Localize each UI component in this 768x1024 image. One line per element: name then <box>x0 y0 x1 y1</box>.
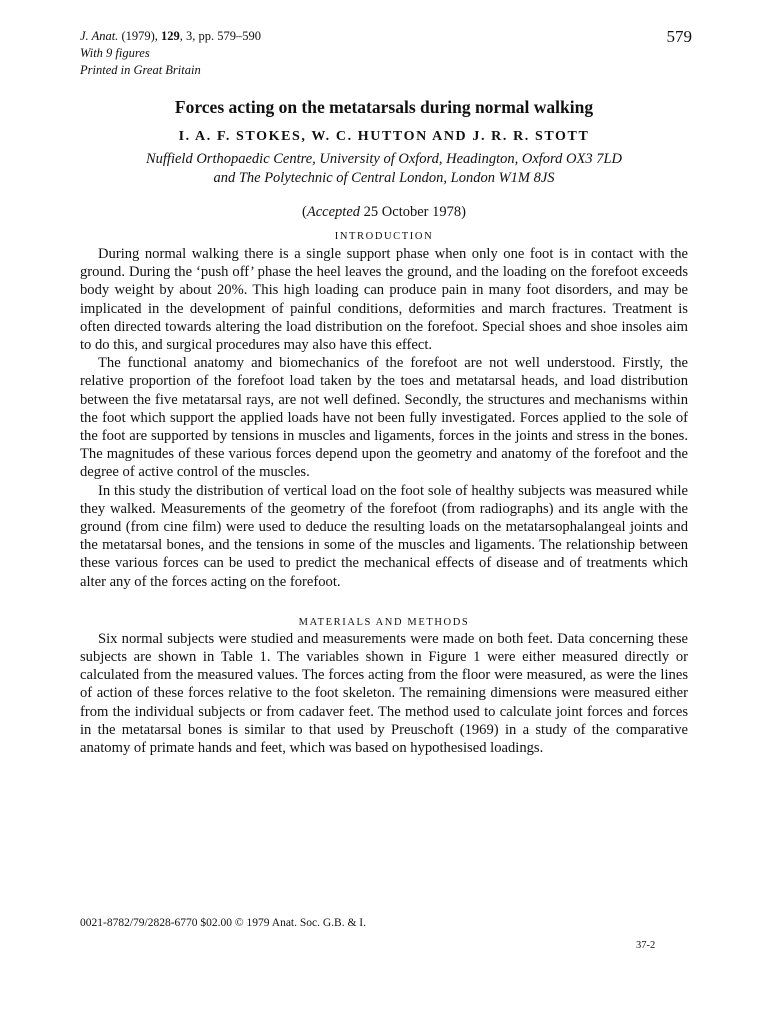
copyright-line: 0021-8782/79/2828-6770 $02.00 © 1979 Anat. Soc. G.B. & I. <box>80 917 367 929</box>
article-title: Forces acting on the metatarsals during normal walking <box>174 97 594 117</box>
journal-volume: 129 <box>161 29 180 43</box>
accepted-date: (Accepted 25 October 1978) <box>302 204 466 220</box>
article-page <box>80 27 692 757</box>
journal-name: J. Anat. <box>80 29 119 43</box>
affiliation-line: and The Polytechnic of Central London, London W1M 8JS <box>213 170 555 186</box>
paragraph: In this study the distribution of vertical load on the foot sole of healthy subjects was measured while they walked. Measurements of the geometry of the forefoot (from radiographs) and its angle with the ground (from cine film) were used to deduce the resulting loads on the metatarsophalangeal joints and the metatarsal bones, and the tensions in some of the muscles and ligaments. The relationship between these various forces can be used to predict the mechanical effects of disease and of treatments which alter any of the forces acting on the forefoot. <box>80 482 688 590</box>
signature-mark: 37-2 <box>636 940 656 951</box>
journal-issue-pages: , 3, pp. 579–590 <box>179 29 262 43</box>
paragraph: The functional anatomy and biomechanics of the forefoot are not well understood. Firstly, the relative proportion of the forefoot load taken by the toes and metatarsal heads, and load distribution between the five metatarsal rays, are not well defined. Secondly, the structures and mechanisms within the foot which support the applied loads have not been fully investigated. Forces applied to the sole of the foot are supported by tensions in muscles and ligaments, forces in the joints and stress in the bones. The magnitudes of these various forces depend upon the geometry and anatomy of the forefoot and the degree of active control of the muscles. <box>80 355 688 481</box>
printed-note: Printed in Great Britain <box>80 63 201 77</box>
running-header <box>80 27 692 79</box>
accepted-date-value: 25 October 1978) <box>360 204 466 220</box>
section-heading-methods: MATERIALS AND METHODS <box>298 616 470 628</box>
section-heading-introduction: INTRODUCTION <box>334 231 434 242</box>
author-list: I. A. F. STOKES, W. C. HUTTON AND J. R. R. STOTT <box>178 129 590 144</box>
section-body-introduction <box>80 245 688 591</box>
journal-year: (1979), <box>121 29 158 43</box>
figures-note: With 9 figures <box>80 46 150 60</box>
accepted-label: Accepted <box>306 204 361 220</box>
section-body-methods <box>80 630 688 757</box>
paragraph: Six normal subjects were studied and measurements were made on both feet. Data concerning these subjects are shown in Table 1. The variables shown in Figure 1 were either measured directly or calculated from the measured values. The forces acting from the floor were measured, as were the lines of action of these forces relative to the foot skeleton. The remaining dimensions were measured either from the individual subjects or from cadaver feet. The method used to calculate joint forces and forces in the metatarsal bones is similar to that used by Preuschoft (1969) in a study of the comparative anatomy of primate hands and feet, which was based on hypothesised loadings. <box>80 630 688 757</box>
citation-line <box>80 28 688 45</box>
affiliation <box>80 150 688 188</box>
affiliation-line: Nuffield Orthopaedic Centre, University of Oxford, Headington, Oxford OX3 7LD <box>145 151 623 167</box>
page-number: 579 <box>666 27 692 46</box>
paragraph: During normal walking there is a single support phase when only one foot is in contact with the ground. During the ‘push off’ phase the heel leaves the ground, and the loading on the forefoot exceeds body weight by about 20%. This high loading can produce pain in many foot disorders, and may be implicated in the development of painful conditions, deformities and march fractures. Treatment is often directed towards altering the load distribution on the forefoot. Special shoes and shoe insoles aim to do this, and surgical procedures may also have this effect. <box>80 246 688 354</box>
